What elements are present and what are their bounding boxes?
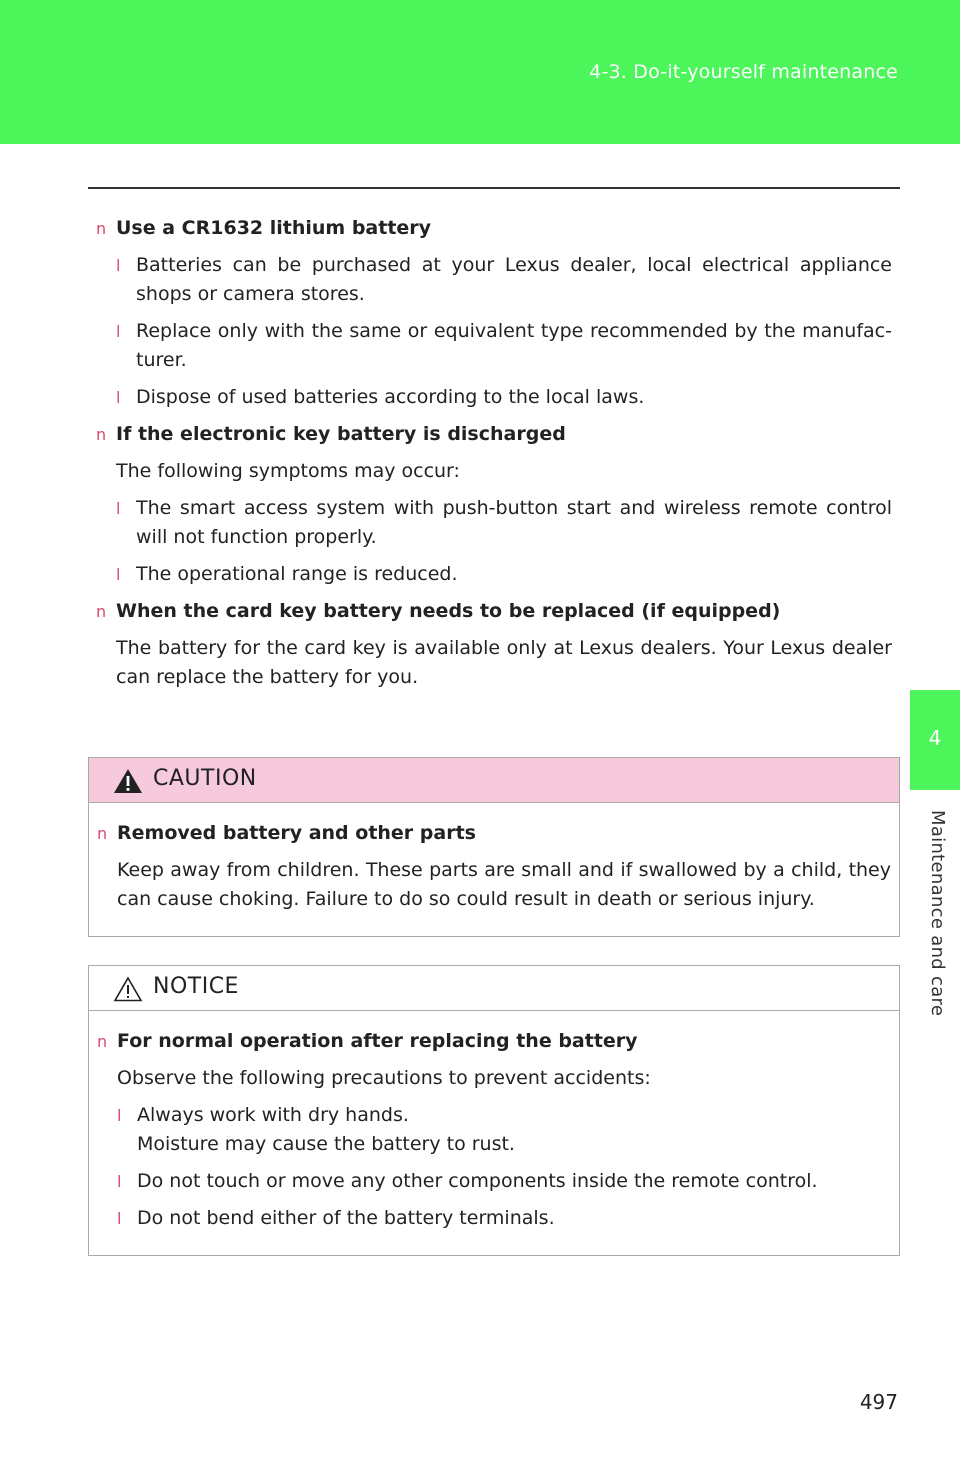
heading-text: When the card key battery needs to be replaced (if equipped) [116,600,781,622]
heading-marker: n [96,602,107,621]
paragraph: Observe the following precautions to prevent accidents: [117,1067,651,1089]
caution-text: Keep away from children. These parts are small and if swallowed by a child, they can cause choking. Failure to do so could result in death or serious injury. [117,859,891,910]
bullet-marker: l [116,322,121,341]
list-item [97,1204,891,1233]
notice-box [88,965,900,1256]
paragraph: The battery for the card key is available only at Lexus dealers. Your Lexus dealer can replace the battery for you. [116,637,892,688]
bullet-text: Do not bend either of the battery terminals. [137,1207,555,1229]
bullet-text: The smart access system with push-button start and wireless remote control will not function properly. [136,497,892,548]
section-heading [96,597,892,626]
warning-outline-icon [113,976,143,1002]
heading-marker: n [96,425,107,444]
paragraph: The following symptoms may occur: [116,460,460,482]
heading-marker: n [97,824,108,843]
section-title: 4-3. Do-it-yourself maintenance [589,61,898,83]
notice-heading [97,1027,891,1056]
bullet-marker: l [116,499,121,518]
caution-box [88,757,900,937]
bullet-text: Do not touch or move any other components inside the remote control. [137,1170,818,1192]
list-item [96,317,892,375]
bullet-text: Dispose of used batteries according to the local laws. [136,386,645,408]
list-item [97,1101,891,1159]
bullet-text: Always work with dry hands. [137,1104,409,1126]
list-item [97,1167,891,1196]
list-item [96,494,892,552]
list-item [96,383,892,412]
heading-marker: n [96,219,107,238]
heading-text: For normal operation after replacing the battery [117,1030,638,1052]
notice-body [89,1011,899,1255]
bullet-text: The operational range is reduced. [136,563,458,585]
heading-text: Use a CR1632 lithium battery [116,217,432,239]
chapter-label: Maintenance and care [927,810,948,1017]
bullet-text: Replace only with the same or equivalent type recommended by the manufac- turer. [136,320,892,371]
heading-text: If the electronic key battery is discharged [116,423,566,445]
chapter-number: 4 [928,726,942,750]
bullet-marker: l [117,1106,122,1125]
bullet-marker: l [116,565,121,584]
heading-marker: n [97,1032,108,1051]
bullet-marker: l [116,256,121,275]
top-rule [88,187,900,189]
bullet-marker: l [116,388,121,407]
caution-header [89,758,899,803]
main-content [96,214,892,700]
bullet-text: Moisture may cause the battery to rust. [137,1133,515,1155]
bullet-text: Batteries can be purchased at your Lexus dealer, local electrical appliance shops or camera stores. [136,254,892,305]
caution-body [89,803,899,936]
section-heading [96,214,892,243]
list-item [96,251,892,309]
page-number: 497 [859,1390,898,1414]
section-heading [96,420,892,449]
heading-text: Removed battery and other parts [117,822,476,844]
notice-title: NOTICE [153,974,239,999]
bullet-marker: l [117,1172,122,1191]
bullet-marker: l [117,1209,122,1228]
warning-icon [113,768,143,794]
caution-title: CAUTION [153,766,257,791]
notice-header [89,966,899,1011]
list-item [96,560,892,589]
caution-heading [97,819,891,848]
